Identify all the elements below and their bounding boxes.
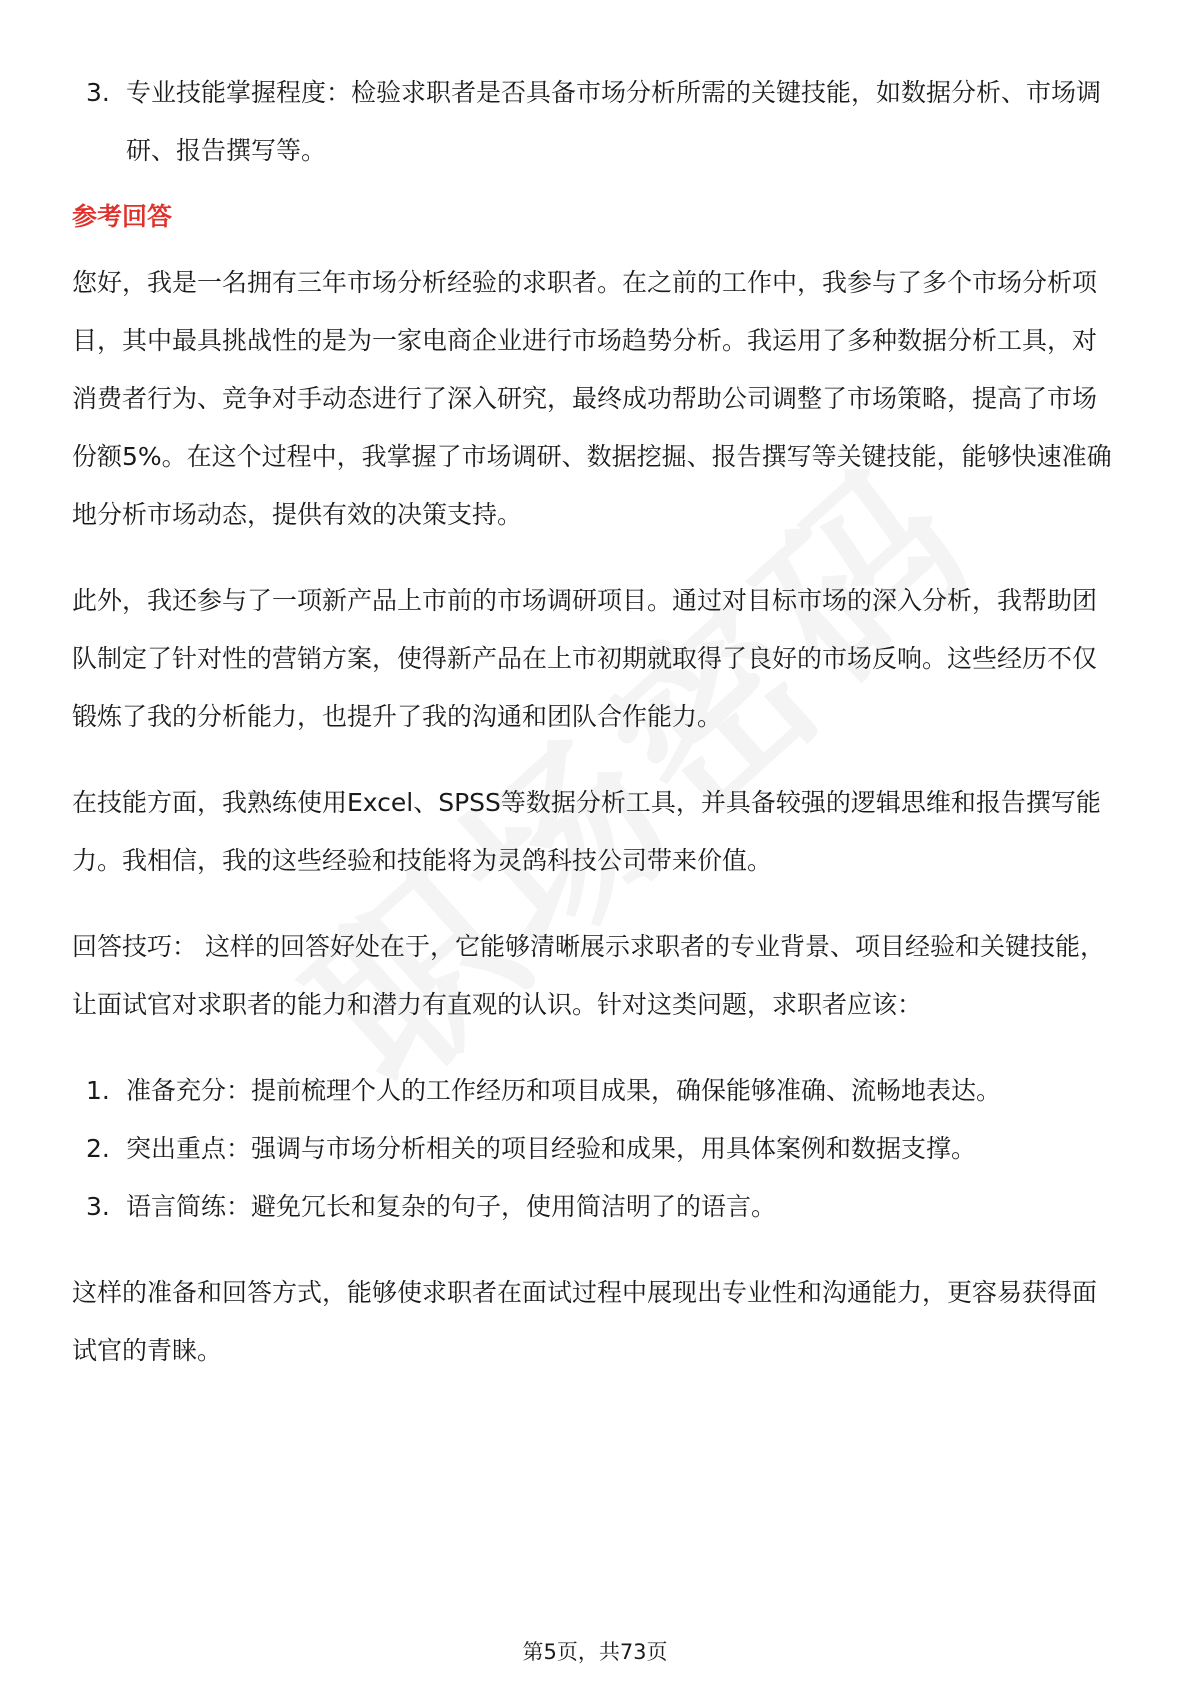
list-item (72, 1062, 1118, 1120)
list-number: 2. (86, 1134, 110, 1163)
list-text: 专业技能掌握程度：检验求职者是否具备市场分析所需的关键技能，如数据分析、市场调研、报告撰写等。 (126, 78, 1102, 165)
page-number: 第5页，共73页 (522, 1640, 668, 1664)
closing-paragraph: 这样的准备和回答方式，能够使求职者在面试过程中展现出专业性和沟通能力，更容易获得面试官的青睐。 (72, 1278, 1098, 1365)
section-heading: 参考回答 (72, 202, 173, 231)
list-number: 1. (86, 1076, 110, 1105)
paragraph: 您好，我是一名拥有三年市场分析经验的求职者。在之前的工作中，我参与了多个市场分析项目，其中最具挑战性的是为一家电商企业进行市场趋势分析。我运用了多种数据分析工具，对消费者行为、竞争对手动态进行了深入研究，最终成功帮助公司调整了市场策略，提高了市场份额5%。在这个过程中，我掌握了市场调研、数据挖掘、报告撰写等关键技能，能够快速准确地分析市场动态，提供有效的决策支持。 (72, 268, 1112, 529)
list-text: 语言简练：避免冗长和复杂的句子，使用简洁明了的语言。 (126, 1192, 777, 1221)
list-item (72, 1178, 1118, 1236)
list-number: 3. (86, 78, 110, 107)
paragraph: 回答技巧： 这样的回答好处在于，它能够清晰展示求职者的专业背景、项目经验和关键技能，让面试官对求职者的能力和潜力有直观的认识。针对这类问题，求职者应该： (72, 932, 1105, 1019)
list-item (72, 64, 1118, 180)
paragraph: 此外，我还参与了一项新产品上市前的市场调研项目。通过对目标市场的深入分析，我帮助团队制定了针对性的营销方案，使得新产品在上市初期就取得了良好的市场反响。这些经历不仅锻炼了我的分析能力，也提升了我的沟通和团队合作能力。 (72, 586, 1098, 731)
list-text: 突出重点：强调与市场分析相关的项目经验和成果，用具体案例和数据支撑。 (126, 1134, 977, 1163)
list-item (72, 1120, 1118, 1178)
list-text: 准备充分：提前梳理个人的工作经历和项目成果，确保能够准确、流畅地表达。 (126, 1076, 1002, 1105)
list-number: 3. (86, 1192, 110, 1221)
page-content (72, 64, 1118, 1380)
paragraph: 在技能方面，我熟练使用Excel、SPSS等数据分析工具，并具备较强的逻辑思维和报告撰写能力。我相信，我的这些经验和技能将为灵鸽科技公司带来价值。 (72, 788, 1101, 875)
